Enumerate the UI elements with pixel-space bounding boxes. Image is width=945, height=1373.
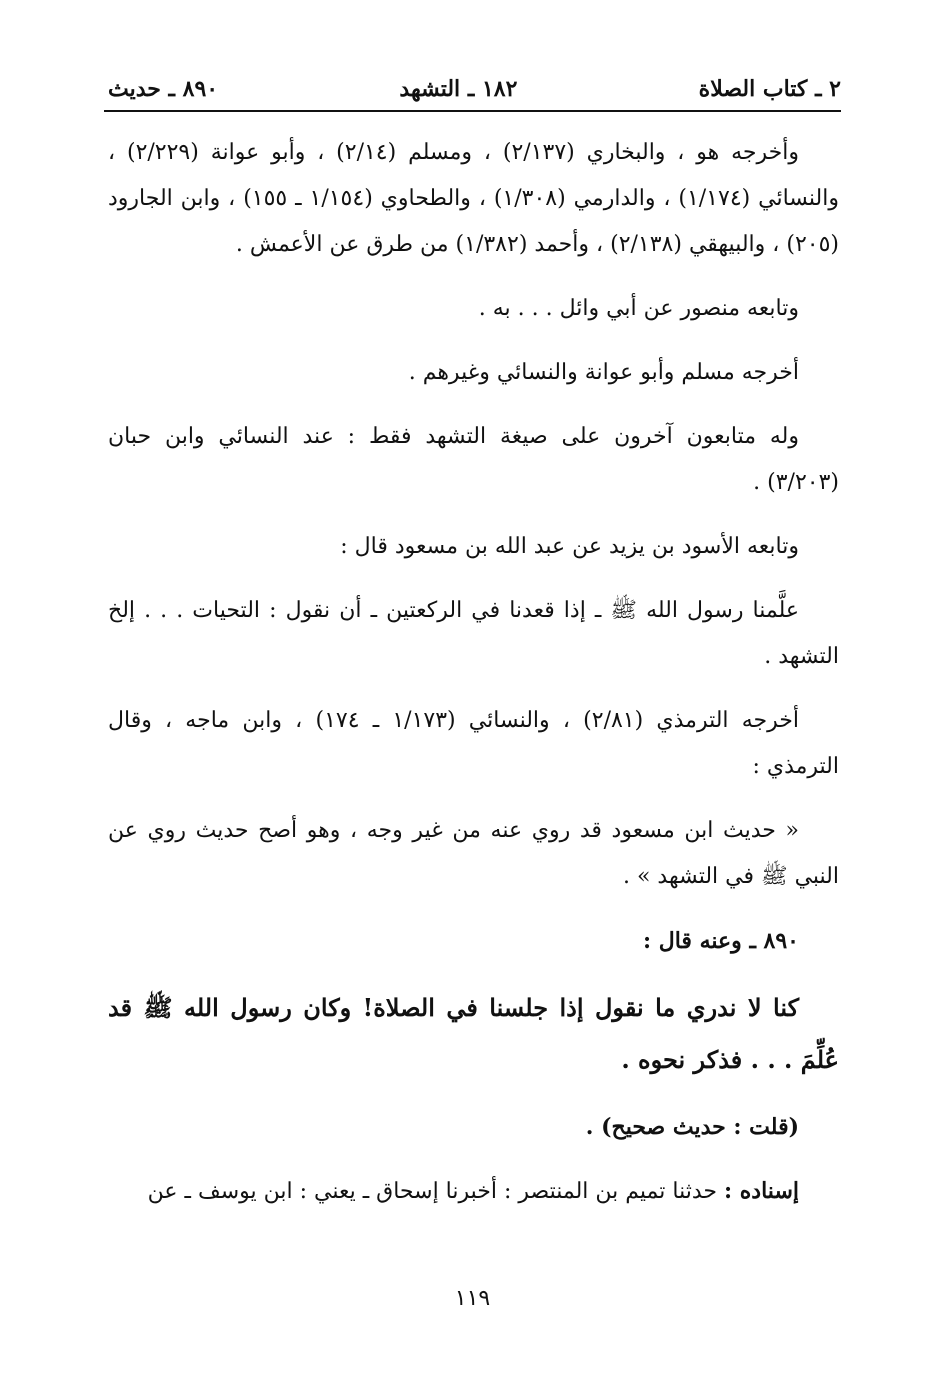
grading-note: (قلت : حديث صحيح) . [585, 1114, 799, 1140]
paragraph-mutaba-mansur: وتابعه منصور عن أبي وائل . . . به . [478, 296, 799, 321]
hadith-890-text: كنا لا ندري ما نقول إذا جلسنا في الصلاة! وكان رسول الله ﷺ قد عُلِّمَ . . . فذكر نحوه . [108, 993, 839, 1074]
header-section: ١٨٢ ـ التشهد [399, 76, 518, 102]
running-header [108, 72, 841, 106]
paragraph-mutaba-aswad: وتابعه الأسود بن يزيد عن عبد الله بن مسعود قال : [340, 534, 799, 559]
paragraph-hadith-text: علَّمنا رسول الله ﷺ ـ إذا قعدنا في الركعتين ـ أن نقول : التحيات . . . إلخ التشهد . [108, 598, 839, 669]
header-divider [104, 110, 841, 112]
isnad-paragraph [108, 1168, 839, 1215]
paragraph-mutabi-others: وله متابعون آخرون على صيغة التشهد فقط : عند النسائي وابن حبان (٣/٢٠٣) . [108, 424, 839, 495]
isnad-label: إسناده : [724, 1178, 799, 1204]
paragraph-takhrij-1: وأخرجه هو ، والبخاري (٢/١٣٧) ، ومسلم (٢/١٤) ، وأبو عوانة (٢/٢٢٩) ، والنسائي (١/١٧٤) ، والدارمي (١/٣٠٨) ، والطحاوي (١/١٥٤ ـ ١٥٥) ، وابن الجارود (٢٠٥) ، والبيهقي (٢/١٣٨) ، وأحمد (١/٣٨٢) من طرق عن الأعمش . [108, 140, 839, 257]
isnad-text: حدثنا تميم بن المنتصر : أخبرنا إسحاق ـ يعني : ابن يوسف ـ عن [147, 1179, 724, 1204]
paragraph-takhrij-2: أخرجه مسلم وأبو عوانة والنسائي وغيرهم . [408, 360, 799, 385]
page-body [108, 130, 839, 1233]
paragraph-tirmidhi-quote: « حديث ابن مسعود قد روي عنه من غير وجه ، وهو أصح حديث روي عن النبي ﷺ في التشهد » . [108, 818, 839, 889]
paragraph-takhrij-3: أخرجه الترمذي (٢/٨١) ، والنسائي (١/١٧٣ ـ ١٧٤) ، وابن ماجه ، وقال الترمذي : [108, 708, 839, 779]
header-hadith: ٨٩٠ ـ حديث [108, 76, 219, 102]
hadith-number-heading: ٨٩٠ ـ وعنه قال : [642, 928, 799, 954]
header-chapter: ٢ ـ كتاب الصلاة [698, 76, 841, 102]
page-number: ١١٩ [454, 1286, 491, 1311]
